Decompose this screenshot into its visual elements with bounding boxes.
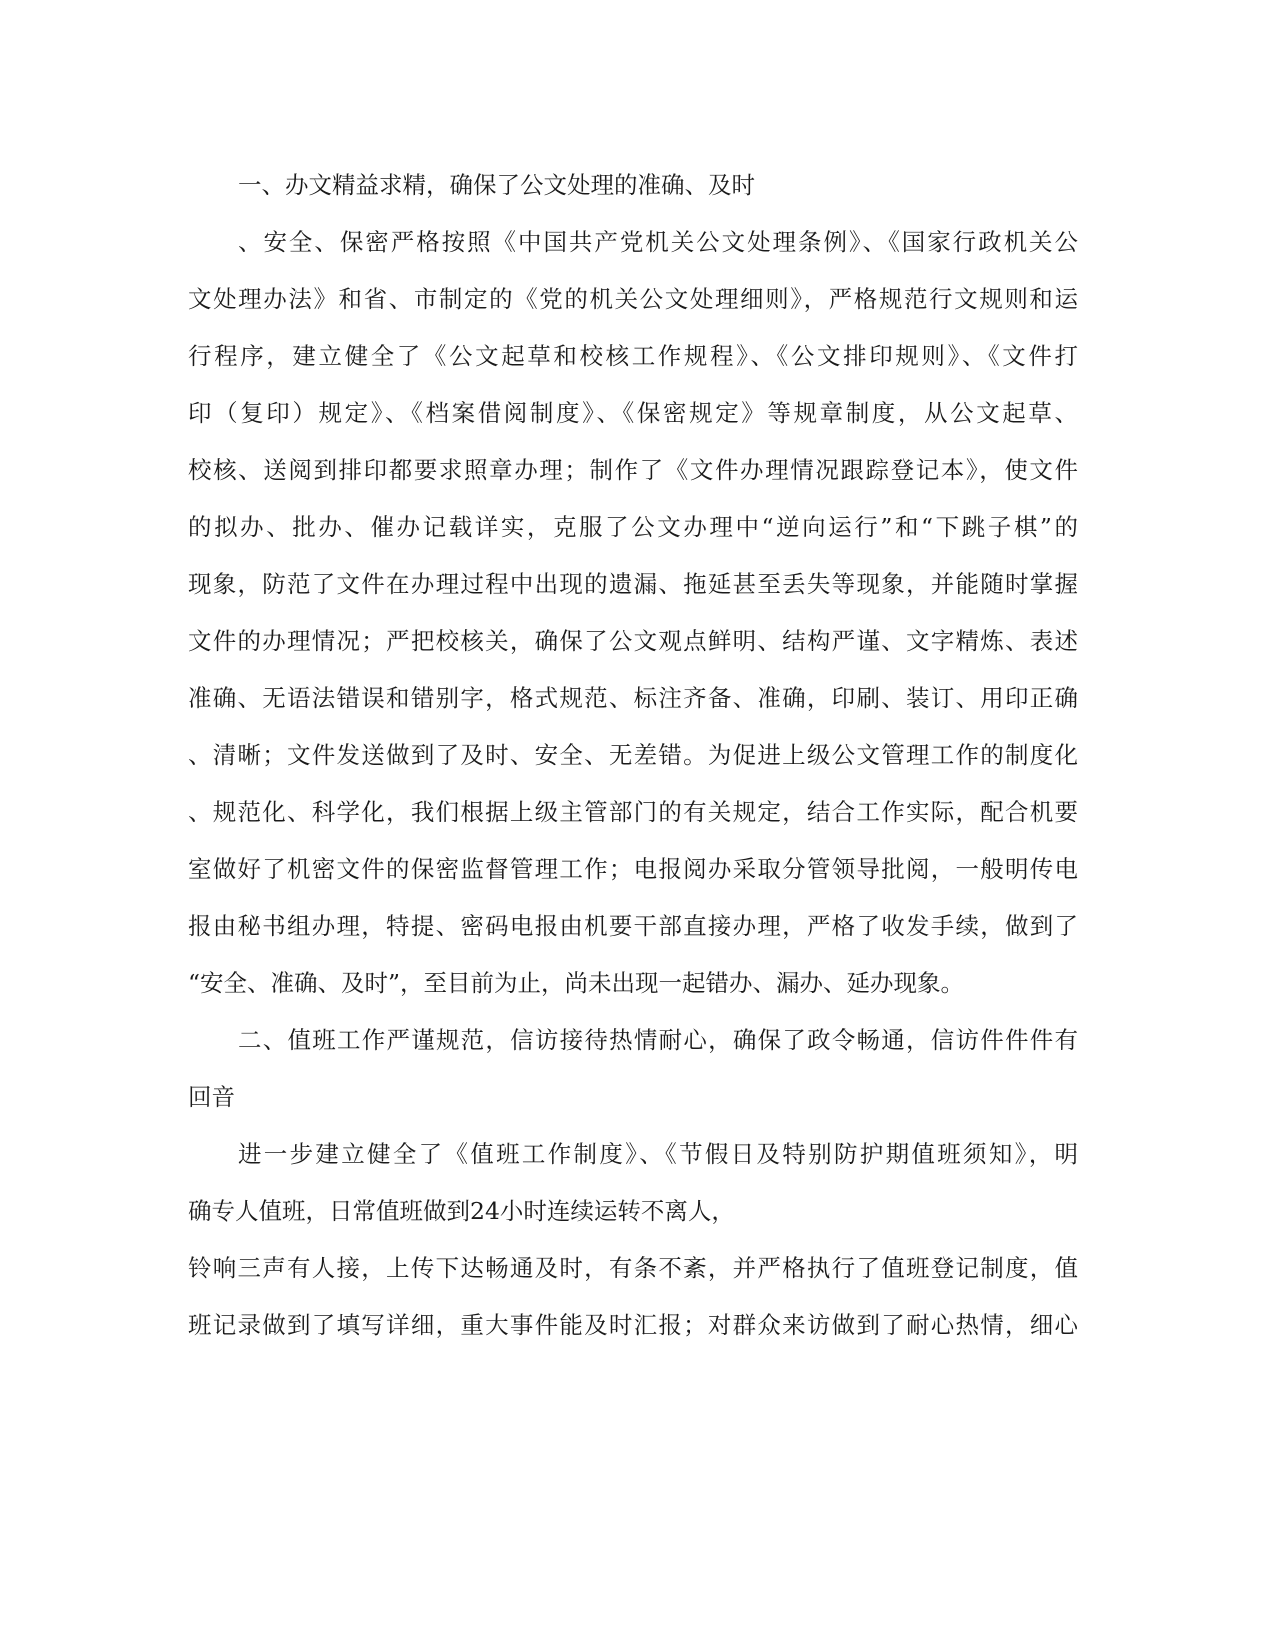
section-heading-1: 一、办文精益求精，确保了公文处理的准确、及时 <box>238 171 755 199</box>
section-heading-2: 二、值班工作严谨规范，信访接待热情耐心，确保了政令畅通，信访件件件有 <box>238 1026 1078 1054</box>
paragraph-line: 现象，防范了文件在办理过程中出现的遗漏、拖延甚至丢失等现象，并能随时掌握 <box>188 570 1078 598</box>
paragraph-line: 室做好了机密文件的保密监督管理工作；电报阅办采取分管领导批阅，一般明传电 <box>188 855 1078 883</box>
paragraph-line: 的拟办、批办、催办记载详实，克服了公文办理中“逆向运行”和“下跳子棋”的 <box>188 513 1078 541</box>
paragraph-line: 文处理办法》和省、市制定的《党的机关公文处理细则》，严格规范行文规则和运 <box>188 285 1078 313</box>
paragraph-line: 准确、无语法错误和错别字，格式规范、标注齐备、准确，印刷、装订、用印正确 <box>188 684 1078 712</box>
paragraph-line: 进一步建立健全了《值班工作制度》、《节假日及特别防护期值班须知》，明 <box>238 1140 1078 1168</box>
paragraph-line: 报由秘书组办理，特提、密码电报由机要干部直接办理，严格了收发手续，做到了 <box>188 912 1078 940</box>
paragraph-line: 铃响三声有人接，上传下达畅通及时，有条不紊，并严格执行了值班登记制度，值 <box>188 1254 1078 1282</box>
paragraph-line: 、规范化、科学化，我们根据上级主管部门的有关规定，结合工作实际，配合机要 <box>188 798 1078 826</box>
paragraph-line: 行程序，建立健全了《公文起草和校核工作规程》、《公文排印规则》、《文件打 <box>188 342 1078 370</box>
paragraph-line: 班记录做到了填写详细，重大事件能及时汇报；对群众来访做到了耐心热情，细心 <box>188 1311 1078 1339</box>
paragraph-line: 文件的办理情况；严把校核关，确保了公文观点鲜明、结构严谨、文字精炼、表述 <box>188 627 1078 655</box>
paragraph-line: 校核、送阅到排印都要求照章办理；制作了《文件办理情况跟踪登记本》，使文件 <box>188 456 1078 484</box>
paragraph-line: 、安全、保密严格按照《中国共产党机关公文处理条例》、《国家行政机关公 <box>238 228 1078 256</box>
paragraph-line: 确专人值班，日常值班做到24小时连续运转不离人， <box>188 1197 735 1225</box>
paragraph-line: 、清晰；文件发送做到了及时、安全、无差错。为促进上级公文管理工作的制度化 <box>188 741 1078 769</box>
paragraph-line: 印（复印）规定》、《档案借阅制度》、《保密规定》等规章制度，从公文起草、 <box>188 399 1078 427</box>
paragraph-line: “安全、准确、及时”，至目前为止，尚未出现一起错办、漏办、延办现象。 <box>188 969 965 997</box>
section-heading-2-continued: 回音 <box>188 1083 235 1111</box>
